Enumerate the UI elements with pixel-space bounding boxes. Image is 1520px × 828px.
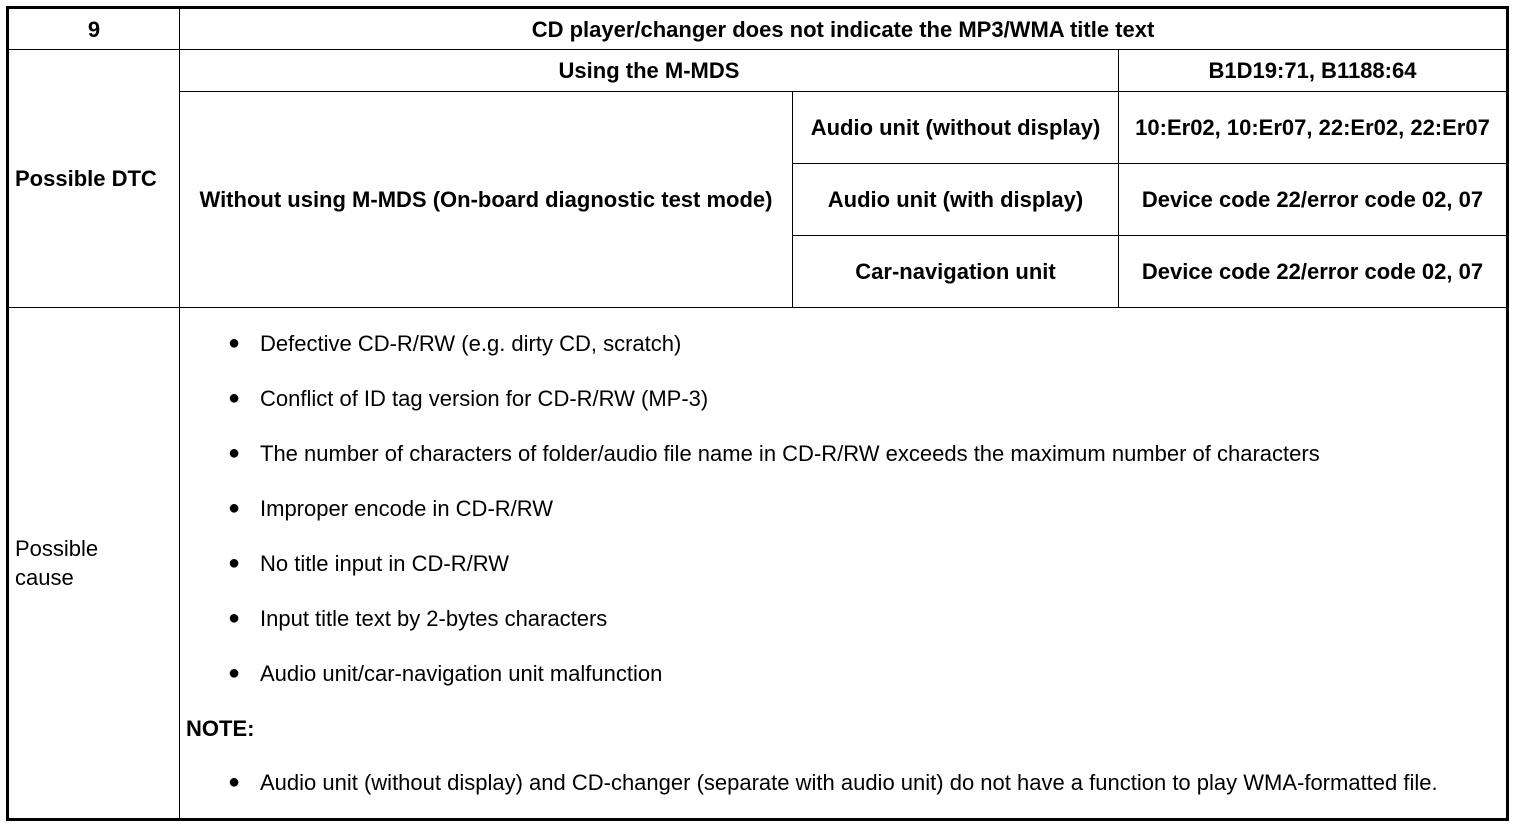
bullet-icon: ●: [228, 442, 241, 464]
header-row: [8, 8, 1508, 50]
note-heading: NOTE:: [186, 716, 255, 741]
cause-text: Conflict of ID tag version for CD-R/RW (MP-3): [260, 386, 709, 411]
unit-name: Car-navigation unit: [793, 236, 1119, 308]
mmds-dtc-codes: B1D19:71, B1188:64: [1119, 50, 1508, 92]
cause-text: No title input in CD-R/RW: [260, 551, 509, 576]
unit-dtc-codes: Device code 22/error code 02, 07: [1119, 164, 1508, 236]
symptom-title: CD player/changer does not indicate the MP3/WMA title text: [180, 8, 1508, 50]
bullet-icon: ●: [228, 771, 241, 793]
bullet-icon: ●: [228, 552, 241, 574]
bullet-icon: ●: [228, 497, 241, 519]
dtc-onboard-row: [8, 92, 1508, 164]
cause-item: [186, 494, 1500, 523]
cause-item: [186, 384, 1500, 413]
cause-item: [186, 549, 1500, 578]
bullet-icon: ●: [228, 332, 241, 354]
note-list: [186, 768, 1500, 797]
possible-cause-label: Possible cause: [8, 308, 180, 820]
cause-item: [186, 329, 1500, 358]
cause-text: Input title text by 2-bytes characters: [260, 606, 608, 631]
bullet-icon: ●: [228, 662, 241, 684]
possible-dtc-label: Possible DTC: [8, 50, 180, 308]
step-number: 9: [8, 8, 180, 50]
cause-item: [186, 659, 1500, 688]
cause-text: Defective CD-R/RW (e.g. dirty CD, scratch): [260, 331, 682, 356]
unit-dtc-codes: 10:Er02, 10:Er07, 22:Er02, 22:Er07: [1119, 92, 1508, 164]
cause-content: [180, 308, 1508, 820]
unit-dtc-codes: Device code 22/error code 02, 07: [1119, 236, 1508, 308]
unit-name: Audio unit (without display): [793, 92, 1119, 164]
unit-name: Audio unit (with display): [793, 164, 1119, 236]
cause-list: [186, 329, 1500, 688]
note-item: [186, 768, 1500, 797]
using-mmds-label: Using the M-MDS: [180, 50, 1119, 92]
bullet-icon: ●: [228, 387, 241, 409]
onboard-test-label: Without using M-MDS (On-board diagnostic test mode): [180, 92, 793, 308]
cause-text: The number of characters of folder/audio file name in CD-R/RW exceeds the maximum number of characters: [260, 441, 1320, 466]
diagnostic-table: [6, 6, 1509, 821]
note-text: Audio unit (without display) and CD-changer (separate with audio unit) do not have a function to play WMA-formatted file.: [260, 770, 1438, 795]
cause-item: [186, 439, 1500, 468]
cause-item: [186, 604, 1500, 633]
cause-text: Improper encode in CD-R/RW: [260, 496, 554, 521]
cause-row: [8, 308, 1508, 820]
cause-text: Audio unit/car-navigation unit malfunction: [260, 661, 663, 686]
dtc-mmds-row: [8, 50, 1508, 92]
bullet-icon: ●: [228, 607, 241, 629]
